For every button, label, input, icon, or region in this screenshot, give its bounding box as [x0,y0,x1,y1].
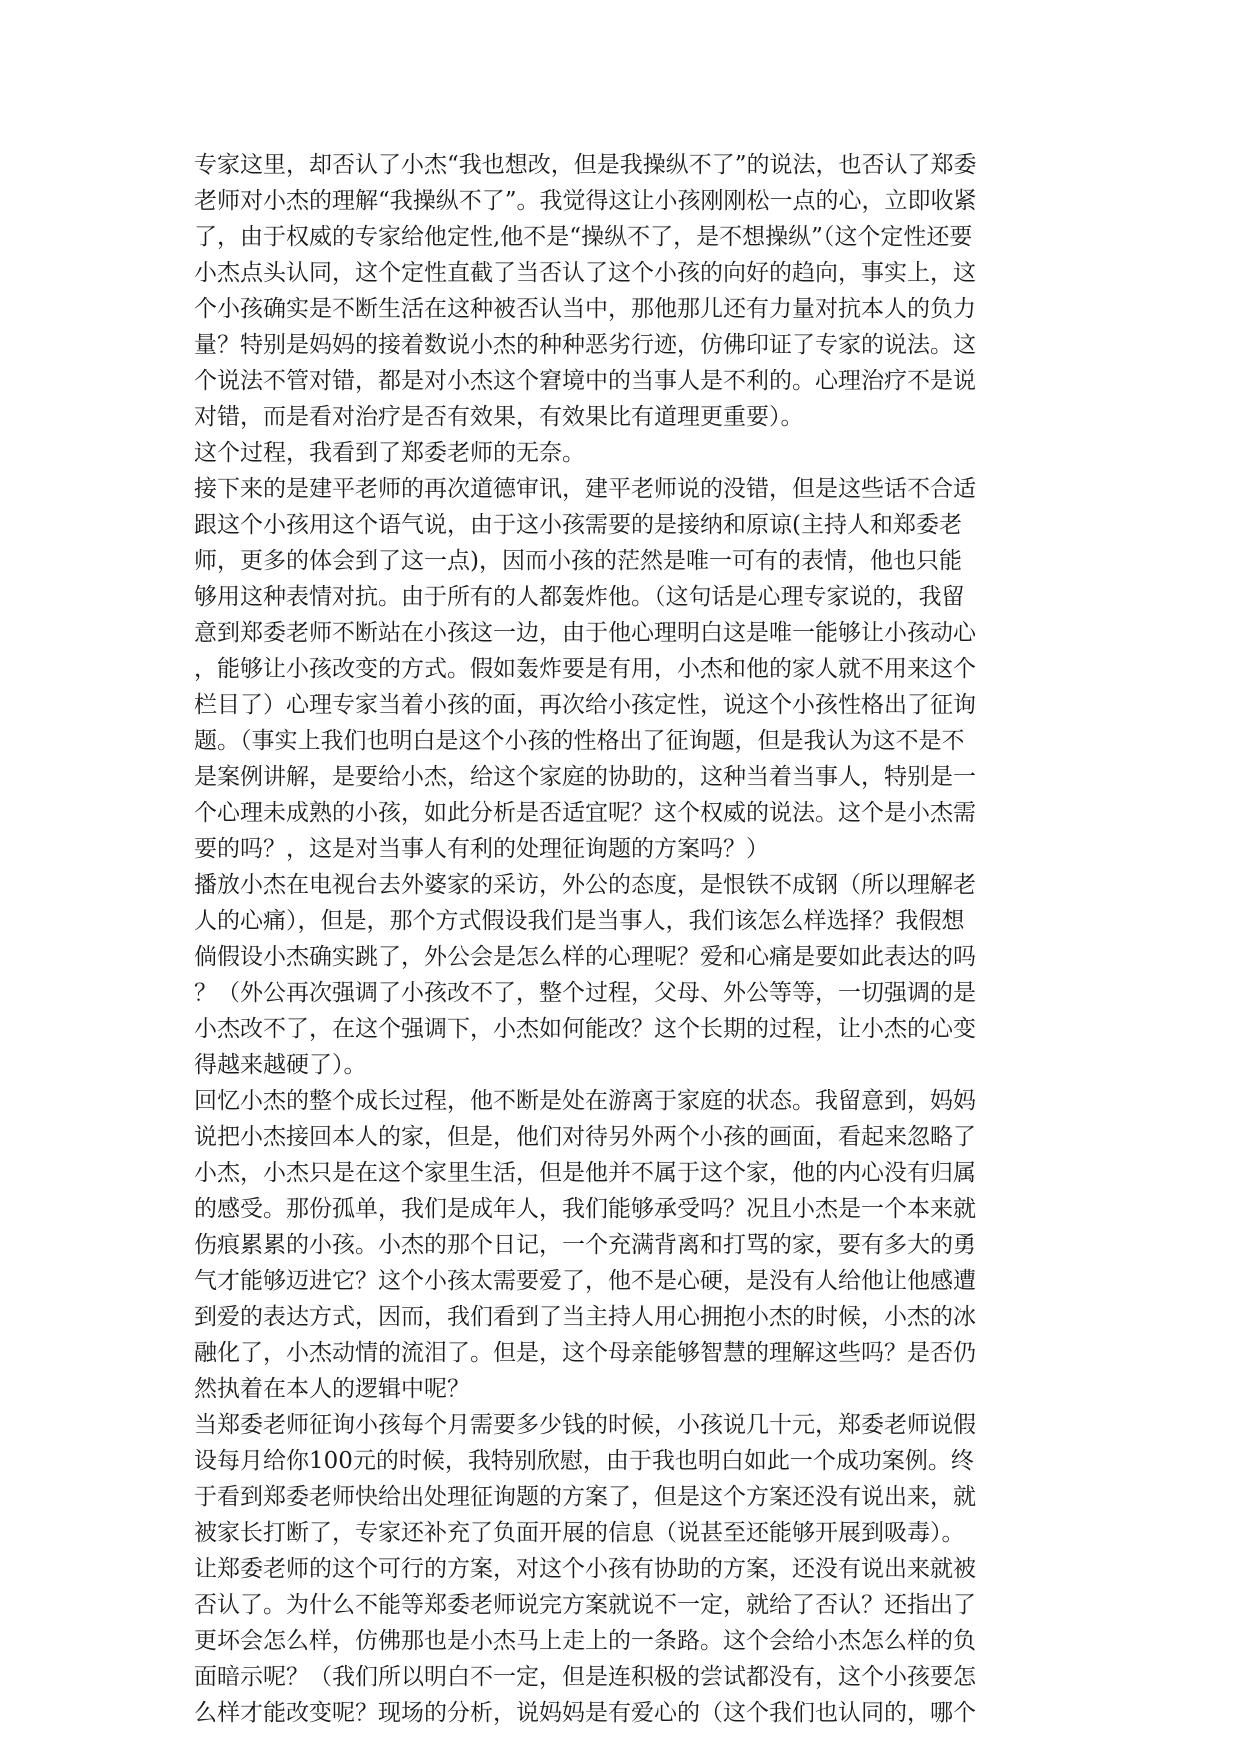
text-line: 的感受。那份孤单，我们是成年人，我们能够承受吗？况且小杰是一个本来就 [194,1196,976,1222]
text-line: 融化了，小杰动情的流泪了。但是，这个母亲能够智慧的理解这些吗？是否仍 [194,1340,976,1366]
text-line: 被家长打断了，专家还补充了负面开展的信息（说甚至还能够开展到吸毒）。 [194,1520,965,1546]
text-line: 小杰，小杰只是在这个家里生活，但是他并不属于这个家，他的内心没有归属 [194,1160,976,1186]
text-line: 跟这个小孩用这个语气说，由于这小孩需要的是接纳和原谅(主持人和郑委老 [194,512,962,538]
text-line: 栏目了）心理专家当着小孩的面，再次给小孩定性，说这个小孩性格出了征询 [194,692,976,718]
text-line: 够用这种表情对抗。由于所有的人都轰炸他。（这句话是心理专家说的，我留 [194,584,965,610]
text-line: 这个过程，我看到了郑委老师的无奈。 [194,440,585,466]
text-line: 意到郑委老师不断站在小孩这一边，由于他心理明白这是唯一能够让小孩动心 [194,620,976,646]
text-line: 题。（事实上我们也明白是这个小孩的性格出了征询题，但是我认为这不是不 [194,728,965,754]
text-line: 了，由于权威的专家给他定性,他不是“操纵不了，是不想操纵”（这个定性还要 [194,224,973,250]
text-line: 人的心痛），但是，那个方式假设我们是当事人，我们该怎么样选择？我假想 [194,908,965,934]
text-line: 对错，而是看对治疗是否有效果，有效果比有道理更重要）。 [194,404,804,430]
text-line: 气才能够迈进它？这个小孩太需要爱了，他不是心硬，是没有人给他让他感遭 [194,1268,976,1294]
text-line: 个心理未成熟的小孩，如此分析是否适宜呢？这个权威的说法。这个是小杰需 [194,800,976,826]
text-line: 量？特别是妈妈的接着数说小杰的种种恶劣行迹，仿佛印证了专家的说法。这 [194,332,976,358]
text-line: 让郑委老师的这个可行的方案，对这个小孩有协助的方案，还没有说出来就被 [194,1556,976,1582]
text-line: 是案例讲解，是要给小杰，给这个家庭的协助的，这种当着当事人，特别是一 [194,764,976,790]
text-line: ？（外公再次强调了小孩改不了，整个过程，父母、外公等等，一切强调的是 [194,980,976,1006]
text-line: 专家这里，却否认了小杰“我也想改，但是我操纵不了”的说法，也否认了郑委 [194,152,977,178]
text-line: 当郑委老师征询小孩每个月需要多少钱的时候，小孩说几十元，郑委老师说假 [194,1412,976,1438]
text-line: 小杰改不了，在这个强调下，小杰如何能改？这个长期的过程，让小杰的心变 [194,1016,976,1042]
text-line: 小杰点头认同，这个定性直截了当否认了这个小孩的向好的趋向，事实上，这 [194,260,976,286]
text-line: 面暗示呢？（我们所以明白不一定，但是连积极的尝试都没有，这个小孩要怎 [194,1664,976,1690]
text-line: 更坏会怎么样，仿佛那也是小杰马上走上的一条路。这个会给小杰怎么样的负 [194,1628,976,1654]
text-line: 要的吗？，这是对当事人有利的处理征询题的方案吗？） [194,836,769,862]
text-line: 否认了。为什么不能等郑委老师说完方案就说不一定，就给了否认？还指出了 [194,1592,976,1618]
text-line: 个小孩确实是不断生活在这种被否认当中，那他那儿还有力量对抗本人的负力 [194,296,976,322]
text-line: 个说法不管对错，都是对小杰这个窘境中的当事人是不利的。心理治疗不是说 [194,368,976,394]
text-line: 设每月给你100元的时候，我特别欣慰，由于我也明白如此一个成功案例。终 [194,1448,974,1474]
text-line: 于看到郑委老师快给出处理征询题的方案了，但是这个方案还没有说出来，就 [194,1484,976,1510]
text-line: ，能够让小孩改变的方式。假如轰炸要是有用，小杰和他的家人就不用来这个 [194,656,976,682]
text-line: 师，更多的体会到了这一点)，因而小孩的茫然是唯一可有的表情，他也只能 [194,548,962,574]
text-line: 播放小杰在电视台去外婆家的采访，外公的态度，是恨铁不成钢（所以理解老 [194,872,976,898]
text-line: 伤痕累累的小孩。小杰的那个日记，一个充满背离和打骂的家，要有多大的勇 [194,1232,976,1258]
text-line: 么样才能改变呢？现场的分析，说妈妈是有爱心的（这个我们也认同的，哪个 [194,1700,976,1726]
text-line: 回忆小杰的整个成长过程，他不断是处在游离于家庭的状态。我留意到，妈妈 [194,1088,976,1114]
text-line: 倘假设小杰确实跳了，外公会是怎么样的心理呢？爱和心痛是要如此表达的吗 [194,944,976,970]
text-line: 接下来的是建平老师的再次道德审讯，建平老师说的没错，但是这些话不合适 [194,476,976,502]
text-line: 到爱的表达方式，因而，我们看到了当主持人用心拥抱小杰的时候，小杰的冰 [194,1304,976,1330]
body-text [194,147,1044,1731]
text-line: 说把小杰接回本人的家，但是，他们对待另外两个小孩的画面，看起来忽略了 [194,1124,976,1150]
text-line: 老师对小杰的理解“我操纵不了”。我觉得这让小孩刚刚松一点的心，立即收紧 [194,188,977,214]
text-line: 然执着在本人的逻辑中呢？ [194,1376,470,1402]
text-line: 得越来越硬了）。 [194,1052,367,1078]
